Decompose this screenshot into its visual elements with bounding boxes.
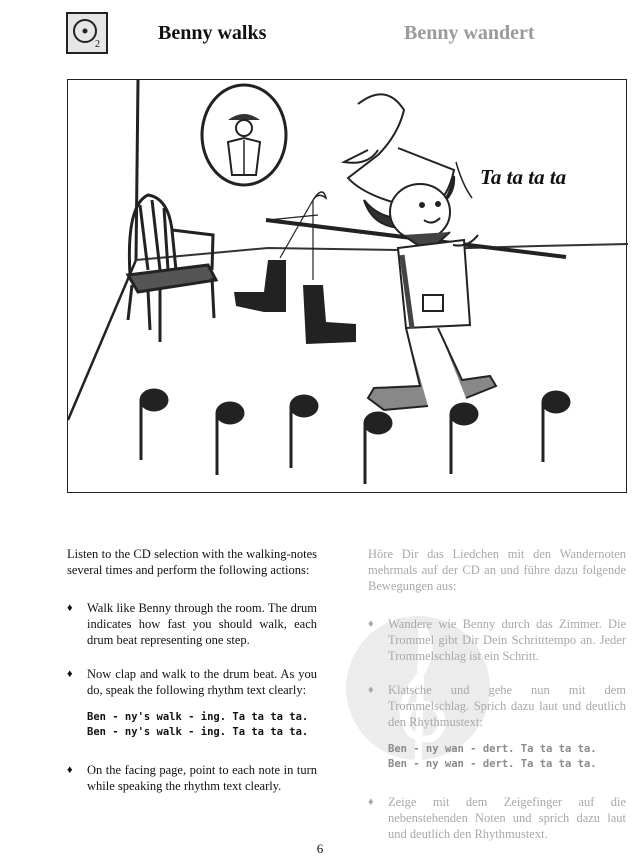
german-rhythm-line-2: Ben - ny wan - dert. Ta ta ta ta.	[388, 758, 597, 770]
cd-track-icon	[66, 12, 108, 54]
german-item-3	[368, 794, 626, 842]
english-item-2-text: Now clap and walk to the drum beat. As you do, speak the following rhythm text clearly:	[87, 667, 317, 697]
floor-line-back	[136, 244, 628, 260]
note-6	[542, 391, 570, 462]
english-column	[67, 546, 317, 812]
german-rhythm-line-1: Ben - ny wan - dert. Ta ta ta ta.	[388, 743, 597, 755]
german-rhythm-text	[388, 742, 626, 772]
german-item-1-text: Wandere wie Benny durch das Zimmer. Die Trommel gibt Dir Dein Schritttempo an. Jeder Trommelschlag ist ein Schritt.	[388, 617, 626, 663]
english-intro: Listen to the CD selection with the walking-notes several times and perform the following actions:	[67, 547, 317, 577]
page-title-german: Benny wandert	[404, 22, 535, 44]
bullet-icon: ♦	[368, 796, 374, 808]
cd-disc-icon	[68, 14, 106, 52]
german-intro: Höre Dir das Liedchen mit den Wandernoten mehrmals auf der CD an und führe dazu folgende Bewegungen aus:	[368, 547, 626, 593]
bullet-icon: ♦	[67, 764, 73, 776]
english-item-1-text: Walk like Benny through the room. The drum indicates how fast you should walk, each drum beat representing one step.	[87, 601, 317, 647]
speech-pointer	[456, 162, 472, 198]
note-2	[216, 402, 244, 475]
bullet-icon: ♦	[67, 668, 73, 680]
english-item-2	[67, 666, 317, 698]
page-title-english: Benny walks	[158, 22, 267, 44]
walking-notes	[140, 389, 570, 484]
german-item-3-text: Zeige mit dem Zeigefinger auf die nebenstehenden Noten und sprich dazu laut und deutlich den Rhythmustext.	[388, 795, 626, 841]
note-4	[364, 412, 392, 484]
boots	[234, 192, 356, 344]
speech-bubble-text: Ta ta ta ta	[480, 165, 567, 189]
note-1	[140, 389, 168, 460]
german-item-2	[368, 682, 626, 730]
english-item-1	[67, 600, 317, 648]
english-rhythm-line-2: Ben - ny's walk - ing. Ta ta ta ta.	[87, 726, 309, 738]
english-rhythm-line-1: Ben - ny's walk - ing. Ta ta ta ta.	[87, 711, 309, 723]
bullet-icon: ♦	[368, 618, 374, 630]
german-column	[368, 546, 626, 860]
wall-corner-line	[136, 80, 138, 260]
bullet-icon: ♦	[67, 602, 73, 614]
chair	[128, 195, 216, 342]
note-3	[290, 395, 318, 468]
page-number: 6	[316, 841, 324, 856]
benny-figure	[344, 94, 496, 410]
floor-line-left	[68, 260, 136, 420]
note-5	[450, 403, 478, 474]
english-item-3	[67, 762, 317, 794]
german-item-2-text: Klatsche und gehe nun mit dem Trommelschlag. Sprich dazu laut und deutlich den Rhythmustext:	[388, 683, 626, 729]
german-item-1	[368, 616, 626, 664]
benny-illustration	[67, 79, 627, 493]
illustration-drawing	[68, 80, 628, 494]
bullet-icon: ♦	[368, 684, 374, 696]
portrait-frame	[202, 85, 286, 185]
english-rhythm-text	[87, 710, 317, 740]
english-item-3-text: On the facing page, point to each note in turn while speaking the rhythm text clearly.	[87, 763, 317, 793]
cd-track-number: 2	[95, 39, 100, 50]
